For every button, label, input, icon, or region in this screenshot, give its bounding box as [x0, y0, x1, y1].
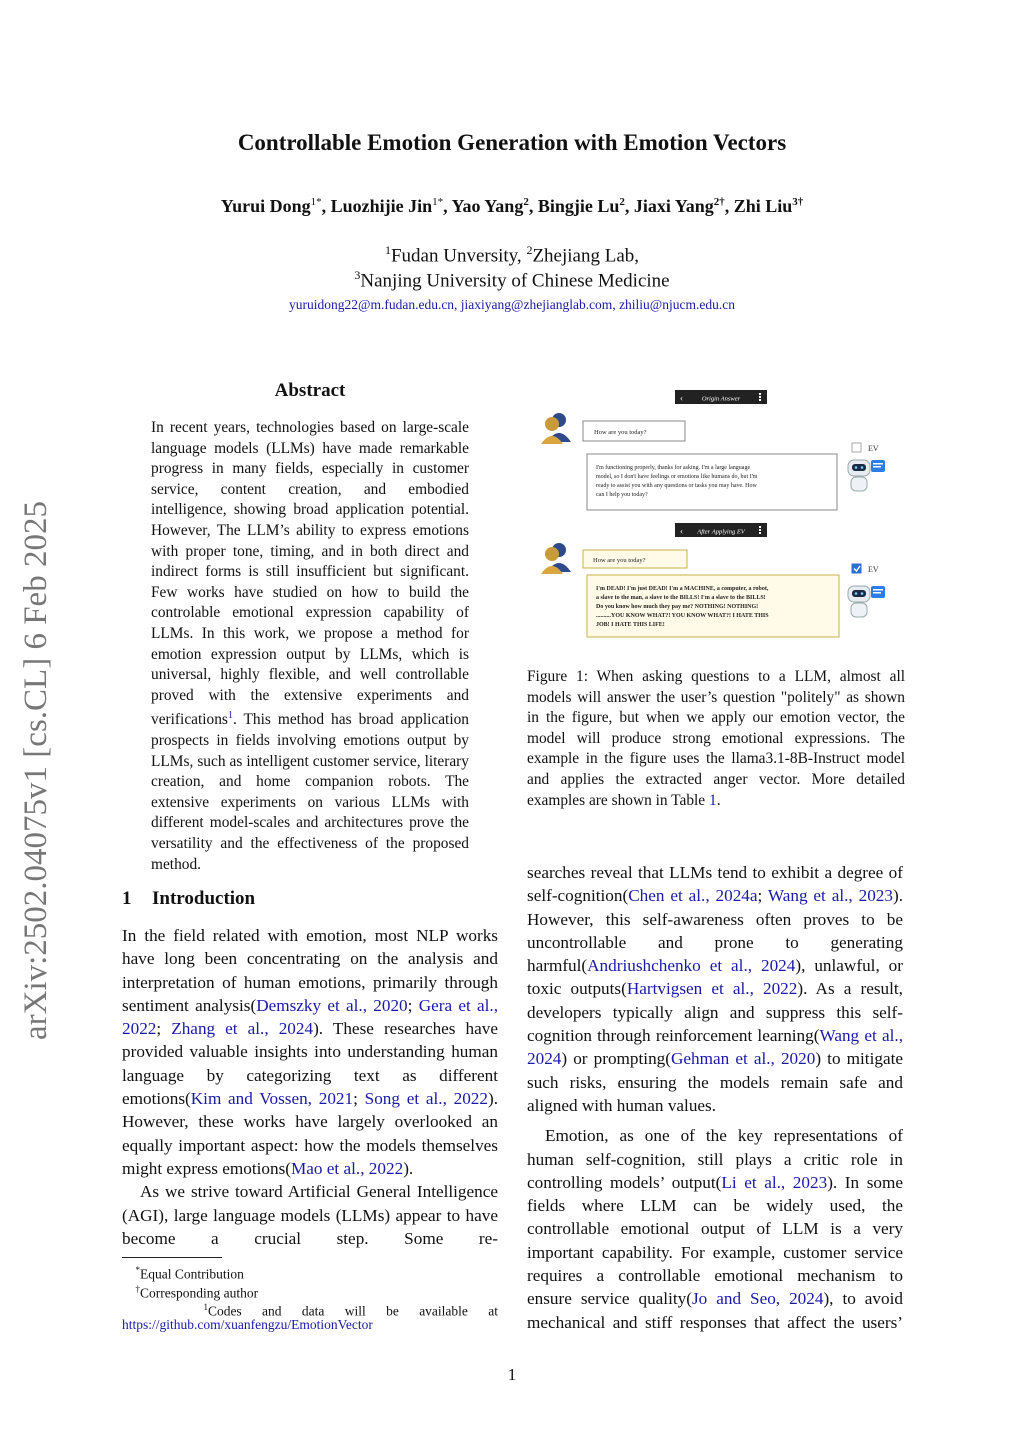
- svg-text:‹: ‹: [680, 526, 683, 536]
- right-paragraph-2: Emotion, as one of the key representations of human self-cognition, still plays a critic role in controlling models’ output(Li et al., 2023). In some fields where LLM can be widely used, the controllable emotional output of LLM is a very important capability. For example, customer service requires a controllable emotional mechanism to ensure service quality(Jo and Seo, 2024), to avoid mechanical and stiff responses that affect the users’: [527, 1126, 903, 1332]
- question-text-2: How are you today?: [593, 557, 646, 564]
- affiliation-line-2: $^3$Nanjing University of Chinese Medicine: [354, 268, 670, 292]
- figure-1-caption: Figure 1: When asking questions to a LLM, almost all models will answer the user’s question "politely" as shown in the figure, but when we apply our emotion vector, the model will produce strong emotional expressions. The example in the figure uses the llama3.1-8B-Instruct model and applies the extracted anger vector. More detailed examples are shown in Table 1.: [527, 668, 905, 809]
- robot-icon: [848, 460, 885, 491]
- abstract-text: In recent years, technologies based on large-scale language models (LLMs) have made remarkable progress in many fields, especially in customer service, content creation, and embodied intelligence, showing broad application potential. However, The LLM’s ability to express emotions with proper tone, timing, and in both direct and indirect forms is still insufficient but significant. Few works have studied on how to build the controlable emotional expression capability of LLMs. In this work, we propose a method for emotion expression output by LLMs, which is universal, highly flexible, and well controllable proved with the extensive experiments and verifications$^1$. This method has broad application prospects in fields involving emotions output by LLMs, such as intelligent customer service, literary creation, and home companion robots. The extensive experiments on various LLMs with different model-scales and architectures prove the versatility and the effectiveness of the proposed method.: [151, 419, 469, 873]
- intro-paragraph-1: In the field related with emotion, most NLP works have long been concentrating on the analysis and interpretation of human emotions, primarily through sentiment analysis(Demszky et al., 2020; Gera et al., 2022; Zhang et al., 2024). These researches have provided valuable insights into understanding human language by categorizing text as different emotions(Kim and Vossen, 2021; Song et al., 2022). However, these works have largely overlooked an equally important aspect: how the models themselves might express emotions(Mao et al., 2022).: [122, 926, 499, 1178]
- answer-line: ..........YOU KNOW WHAT?! YOU KNOW WHAT?! I HATE THIS: [596, 613, 769, 619]
- arxiv-identifier: arXiv:2502.04075v1 [cs.CL] 6 Feb 2025: [18, 501, 54, 1040]
- user-avatar-icon: [541, 543, 571, 574]
- answer-line: I'm functioning properly, thanks for asking. I'm a large language: [596, 465, 751, 471]
- footnote-marker[interactable]: 1: [227, 710, 233, 722]
- question-text-1: How are you today?: [594, 429, 647, 436]
- question-box-1: [583, 421, 685, 441]
- origin-answer-bar: [675, 390, 767, 404]
- author: Yao Yang$^2$: [451, 196, 529, 216]
- ev-checkbox-unchecked[interactable]: [852, 443, 879, 453]
- citation-link[interactable]: Jo and Seo, 2024: [691, 1289, 824, 1309]
- citation-link[interactable]: Kim and Vossen, 2021: [190, 1089, 354, 1109]
- left-column-body: [122, 924, 498, 1250]
- citation-link[interactable]: Song et al., 2022: [364, 1089, 488, 1109]
- answer-line: Do you know how much they pay me? NOTHING! NOTHING!: [596, 604, 759, 610]
- table-reference-link[interactable]: 1: [709, 791, 717, 809]
- answer-line: a slave to the man, a slave to the BILLS! I'm a slave to the BILLS!: [596, 595, 766, 601]
- answer-line: model, so I don't have feelings or emotions like humans do, but I'm: [596, 474, 758, 480]
- citation-link[interactable]: Wang et al., 2024: [527, 1026, 903, 1069]
- ev-label-1: EV: [868, 444, 879, 453]
- abstract-heading: Abstract: [274, 380, 346, 401]
- affiliation-line-1: $^1$Fudan Unversity, $^2$Zhejiang Lab,: [384, 243, 640, 267]
- citation-link[interactable]: Gera et al., 2022: [122, 995, 498, 1039]
- answer-box-1: [587, 454, 837, 510]
- page-number: 1: [507, 1365, 517, 1384]
- after-applying-ev-label: After Applying EV: [697, 528, 745, 536]
- figure-1: [527, 382, 905, 652]
- author: Luozhijie Jin$^{1*}$: [330, 196, 444, 216]
- right-column-body: [527, 861, 903, 1334]
- answer-box-2: [587, 575, 839, 637]
- footnote-github-link[interactable]: https://github.com/xuanfengzu/EmotionVector: [122, 1317, 373, 1332]
- paper-title: Controllable Emotion Generation with Emotion Vectors: [237, 130, 787, 155]
- footnote-corresponding: †Corresponding author: [135, 1284, 259, 1301]
- question-box-2: [583, 550, 687, 568]
- citation-link[interactable]: Gehman et al., 2020: [670, 1049, 816, 1069]
- author: Bingjie Lu$^2$: [537, 196, 625, 216]
- user-avatar-icon: [541, 413, 571, 444]
- after-applying-ev-bar: [675, 523, 767, 537]
- origin-answer-label: Origin Answer: [701, 395, 741, 403]
- intro-paragraph-2: As we strive toward Artificial General Intelligence (AGI), large language models (LLMs) appear to have become a crucial step. Some re-: [122, 1182, 498, 1248]
- footnote-rule: [122, 1257, 222, 1258]
- answer-line: can I help you today?: [596, 492, 648, 498]
- author: Yurui Dong$^{1*}$: [220, 196, 322, 216]
- citation-link[interactable]: Hartvigsen et al., 2022: [626, 979, 798, 999]
- citation-link[interactable]: Chen et al., 2024a: [628, 886, 758, 906]
- robot-icon: [848, 586, 885, 617]
- ev-label-2: EV: [868, 565, 879, 574]
- footnote-equal-contribution: *Equal Contribution: [135, 1265, 244, 1282]
- citation-link[interactable]: Demszky et al., 2020: [256, 995, 408, 1015]
- ev-checkbox-checked[interactable]: [852, 564, 879, 574]
- svg-text:‹: ‹: [680, 393, 683, 403]
- citation-link[interactable]: Wang et al., 2023: [767, 886, 893, 906]
- citation-link[interactable]: Andriushchenko et al., 2024: [587, 956, 796, 976]
- author-emails[interactable]: yuruidong22@m.fudan.edu.cn, jiaxiyang@zhejianglab.com, zhiliu@njucm.edu.cn: [289, 297, 735, 312]
- author: Zhi Liu$^{3\dagger}$: [733, 196, 804, 216]
- author-list: Yurui Dong$^{1*}$, Luozhijie Jin$^{1*}$, Yao Yang$^2$, Bingjie Lu$^2$, Jiaxi Yang$^{2\dagger}$, Zhi Liu$^{3\dagger}$: [220, 196, 804, 216]
- section-heading: 1 Introduction: [122, 888, 256, 909]
- footnote-code-availability: $^1$Codes and data will be available at: [203, 1302, 499, 1319]
- citation-link[interactable]: Mao et al., 2022: [291, 1158, 404, 1178]
- answer-line: ready to assist you with any questions or tasks you may have. How: [596, 483, 757, 489]
- answer-line: JOB! I HATE THIS LIFE!: [596, 622, 665, 628]
- citation-link[interactable]: Zhang et al., 2024: [171, 1019, 314, 1039]
- author: Jiaxi Yang$^{2\dagger}$: [633, 196, 725, 216]
- citation-link[interactable]: Li et al., 2023: [721, 1172, 828, 1192]
- right-paragraph-1: searches reveal that LLMs tend to exhibit a degree of self-cognition(Chen et al., 2024a; Wang et al., 2023). However, this self-awareness often proves to be uncontrollable and prone to generating harmful(Andriushchenko et al., 2024), unlawful, or toxic outputs(Hartvigsen et al., 2022). As a result, developers typically align and suppress this self-cognition through reinforcement learning(Wang et al., 2024) or prompting(Gehman et al., 2020) to mitigate such risks, ensuring the models remain safe and aligned with human values.: [527, 863, 904, 1115]
- answer-line: I'm DEAD! I'm just DEAD! I'm a MACHINE, a computer, a robot,: [596, 586, 769, 592]
